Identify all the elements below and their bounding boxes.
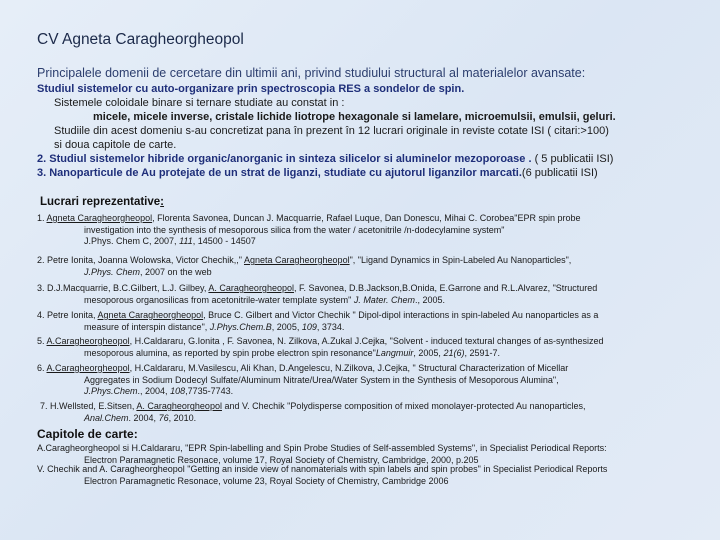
works-heading-text: Lucrari reprezentative bbox=[40, 196, 161, 208]
author-link[interactable]: A. Caragheorgheopol bbox=[136, 401, 222, 411]
research-item-2-count: ( 5 publicatii ISI) bbox=[531, 153, 614, 165]
chapters-heading: Capitole de carte: bbox=[37, 427, 138, 441]
ref-3: 3. D.J.Macquarrie, B.C.Gilbert, L.J. Gilbey, A. Caragheorgheopol, F. Savonea, D.B.Jackson,B.Onida, E.Garrone and R.L.Alvarez, "Structured mesoporous organosilicas from acetonitrile-water template system" J. Mater. Chem., 2005. bbox=[37, 283, 598, 305]
page-title: CV Agneta Caragheorgheopol bbox=[37, 31, 244, 48]
author-link[interactable]: Agneta Caragheorgheopol bbox=[97, 310, 204, 320]
author-link[interactable]: A.Caragheorgheopol bbox=[46, 363, 130, 373]
ref-1: 1. Agneta Caragheorgheopol, Florenta Savonea, Duncan J. Macquarrie, Rafael Luque, Dan Donescu, Mihai C. Corobea"EPR spin probe investigation into the synthesis of mesoporous silica from the water / acetonitrile /n-dodecylamine system" J.Phys. Chem C, 2007, 111, 14500 - 14507 bbox=[37, 213, 581, 246]
author-link[interactable]: Agneta Caragheorgheopol bbox=[46, 213, 153, 223]
author-link[interactable]: Agneta Caragheorgheopol bbox=[243, 255, 350, 265]
research-item-2 bbox=[37, 152, 613, 166]
research-item-3 bbox=[37, 166, 598, 180]
ref-2: 2. Petre Ionita, Joanna Wolowska, Victor Chechik,," Agneta Caragheorgheopol", "Ligand Dynamics in Spin-Labeled Au Nanoparticles", J.Phys. Chem, 2007 on the web bbox=[37, 255, 572, 277]
ref-5: 5. A.Caragheorgheopol, H.Caldararu, G.Ionita , F. Savonea, N. Zilkova, A.Zukal J.Cejka, "Solvent - induced textural changes of as-synthesized mesoporous alumina, as reported by spin probe electron spin resonance"Langmuir, 2005, 21(6), 2591-7. bbox=[37, 336, 604, 358]
ref-4: 4. Petre Ionita, Agneta Caragheorgheopol, Bruce C. Gilbert and Victor Chechik " Dipol-dipol interactions in spin-labeled Au nanoparticles as a measure of interspin distance", J.Phys.Chem.B, 2005, 109, 3734. bbox=[37, 310, 599, 332]
research-item-1: Studiul sistemelor cu auto-organizare prin spectroscopia RES a sondelor de spin. bbox=[37, 83, 465, 95]
research-item-1-results: Studiile din acest domeniu s-au concretizat pana în prezent în 12 lucrari originale in reviste cotate ISI ( citari:>100) bbox=[54, 125, 609, 137]
author-link[interactable]: A. Caragheorgheopol bbox=[208, 283, 294, 293]
chapter-1: A.Caragheorgheopol si H.Caldararu, "EPR Spin-labelling and Spin Probe Studies of Self-assembled Systems", in Specialist Periodical Reports: Electron Paramagnetic Resonace, volume 17, Royal Society of Chemistry, Cambridge, 2000, p.205 bbox=[37, 443, 607, 465]
author-link[interactable]: A.Caragheorgheopol bbox=[46, 336, 130, 346]
subtitle: Principalele domenii de cercetare din ultimii ani, privind studiului structural al materialelor avansate: bbox=[37, 66, 586, 80]
works-heading bbox=[40, 196, 164, 208]
works-heading-colon: : bbox=[160, 196, 165, 208]
research-item-1-results-cont: si doua capitole de carte. bbox=[54, 139, 177, 151]
research-item-3-count: (6 publicatii ISI) bbox=[521, 167, 598, 179]
research-item-1-systems: micele, micele inverse, cristale lichide liotrope hexagonale si lamelare, microemulsii, emulsii, geluri. bbox=[93, 111, 616, 123]
ref-6: 6. A.Caragheorgheopol, H.Caldararu, M.Vasilescu, Ali Khan, D.Angelescu, N.Zilkova, J.Cejka, " Structural Characterization of Micellar Aggregates in Sodium Dodecyl Sulfate/Aluminum Nitrate/Urea/Water System in the Synthesis of Mesoporous Alumina", J.Phys.Chem., 2004, 108,7735-7743. bbox=[37, 363, 569, 396]
research-item-2-text: 2. Studiul sistemelor hibride organic/anorganic in sinteza silicelor si aluminelor mezoporoase . bbox=[37, 153, 532, 165]
chapter-2: V. Chechik and A. Caragheorgheopol "Getting an inside view of nanomaterials with spin labels and spin probes" in Specialist Periodical Reports Electron Paramagnetic Resonace, volume 23, Royal Society of Chemistry, Cambridge 2006 bbox=[37, 464, 608, 486]
ref-7: 7. H.Wellsted, E.Sitsen, A. Caragheorgheopol and V. Chechik "Polydisperse composition of mixed monolayer-protected Au nanoparticles, Anal.Chem. 2004, 76, 2010. bbox=[40, 401, 586, 423]
research-item-1-intro: Sistemele coloidale binare si ternare studiate au constat in : bbox=[54, 97, 345, 109]
research-item-3-text: 3. Nanoparticule de Au protejate de un strat de liganzi, studiate cu ajutorul liganzilor marcati. bbox=[37, 167, 522, 179]
